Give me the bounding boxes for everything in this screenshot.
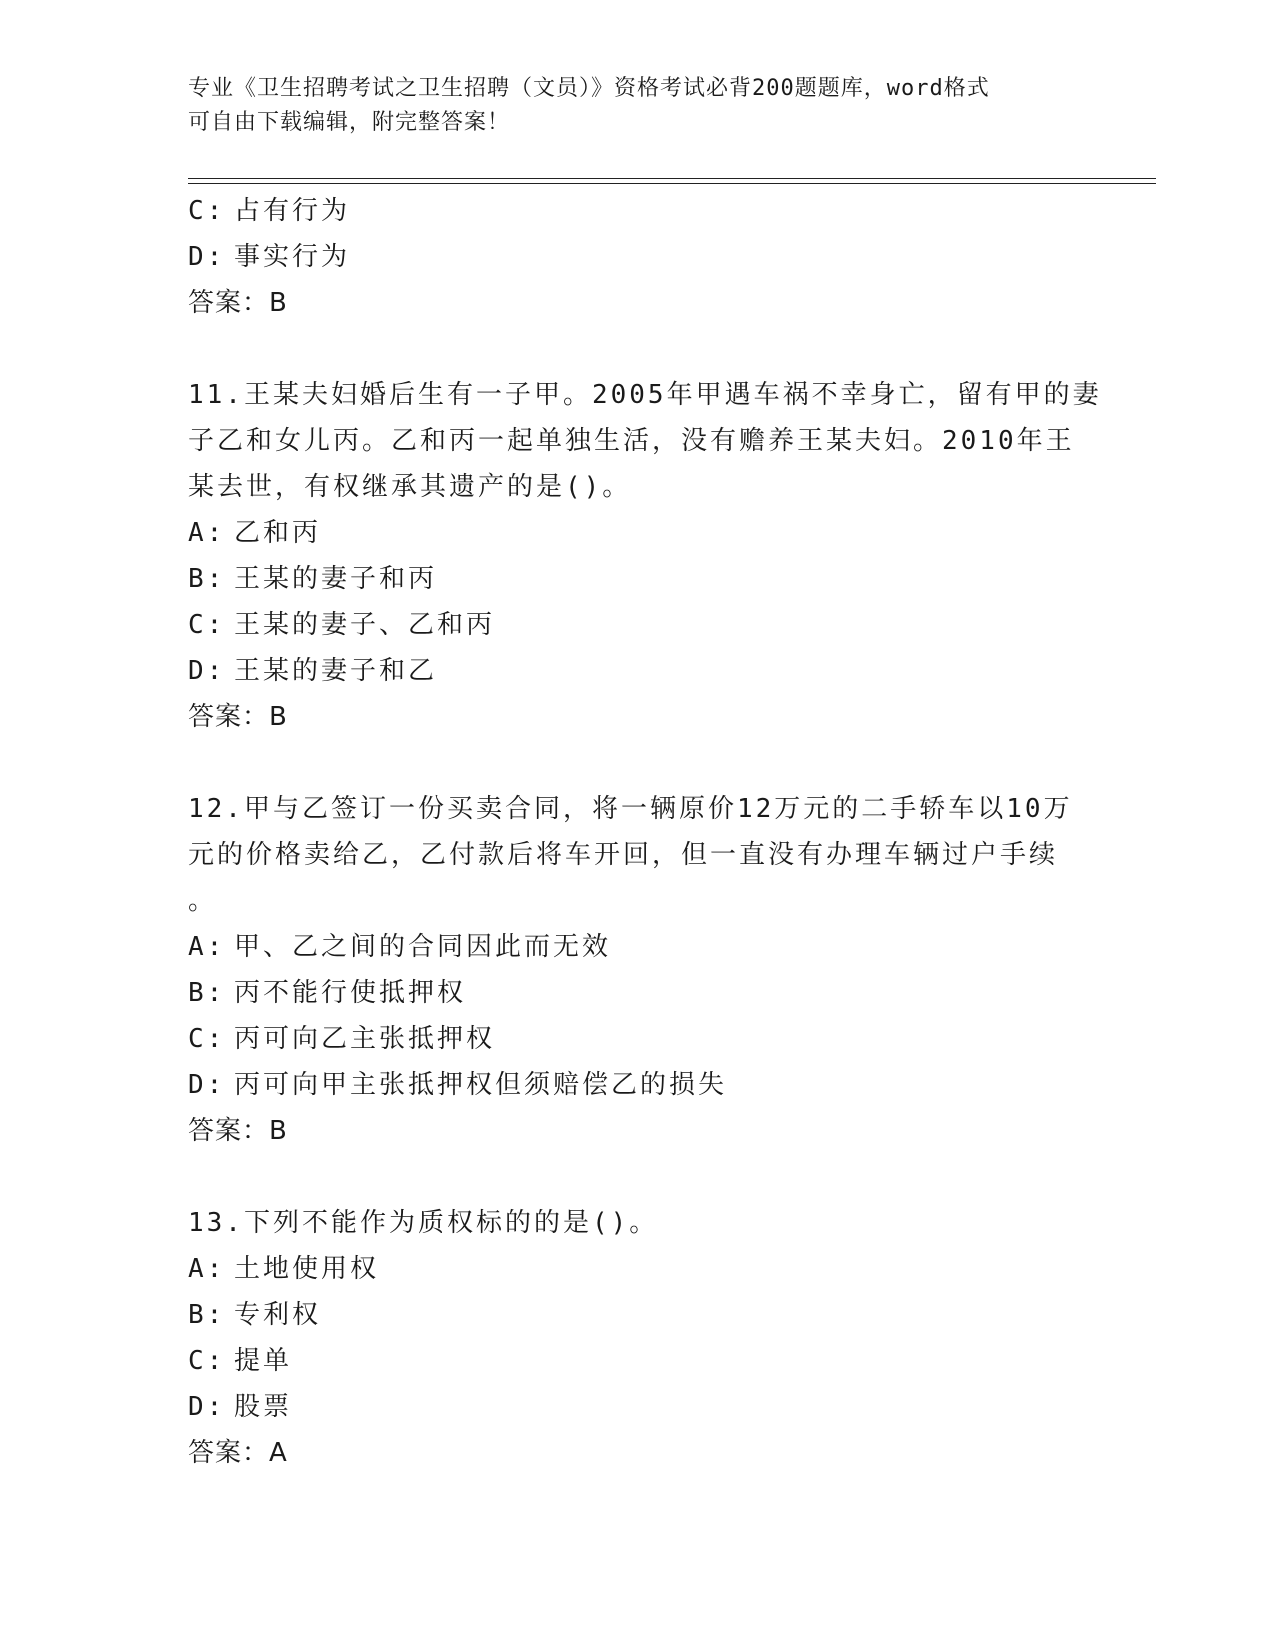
header-line-1: 专业《卫生招聘考试之卫生招聘（文员）》资格考试必背200题题库，word格式	[188, 76, 990, 101]
option-b: B: 专利权	[188, 1300, 322, 1330]
question-line: 某去世，有权继承其遗产的是()。	[188, 472, 632, 502]
question-text	[188, 786, 1088, 924]
answer-line: 答案：B	[188, 1116, 288, 1146]
question-line: 子乙和女儿丙。乙和丙一起单独生活，没有赡养王某夫妇。2010年王	[188, 426, 1075, 456]
answer-line: 答案：B	[188, 702, 288, 732]
option-c: C: 王某的妻子、乙和丙	[188, 610, 496, 640]
question-block-11	[188, 372, 1102, 740]
header-divider-top	[188, 178, 1156, 179]
answer-line: 答案：A	[188, 1438, 288, 1468]
option-a: A: 甲、乙之间的合同因此而无效	[188, 932, 612, 962]
question-text	[188, 372, 1102, 510]
question-line: 12.甲与乙签订一份买卖合同，将一辆原价12万元的二手轿车以10万	[188, 794, 1073, 824]
question-block-prev	[188, 188, 1088, 326]
option-d: D: 事实行为	[188, 242, 351, 272]
option-c: C: 丙可向乙主张抵押权	[188, 1024, 496, 1054]
option-b: B: 丙不能行使抵押权	[188, 978, 467, 1008]
option-c: C: 占有行为	[188, 196, 351, 226]
option-d: D: 丙可向甲主张抵押权但须赔偿乙的损失	[188, 1070, 728, 1100]
option-b: B: 王某的妻子和丙	[188, 564, 438, 594]
option-a: A: 土地使用权	[188, 1254, 380, 1284]
question-text	[188, 1200, 1088, 1246]
option-c: C: 提单	[188, 1346, 293, 1376]
question-line: 13.下列不能作为质权标的的是()。	[188, 1208, 659, 1238]
answer-line: 答案：B	[188, 288, 288, 318]
question-list	[188, 188, 1102, 1476]
question-line: 元的价格卖给乙，乙付款后将车开回，但一直没有办理车辆过户手续	[188, 840, 1059, 870]
question-line: 。	[188, 886, 218, 916]
question-line: 11.王某夫妇婚后生有一子甲。2005年甲遇车祸不幸身亡，留有甲的妻	[188, 380, 1102, 410]
question-block-13	[188, 1200, 1088, 1476]
question-block-12	[188, 786, 1088, 1154]
document-header	[188, 72, 1068, 140]
option-a: A: 乙和丙	[188, 518, 322, 548]
header-line-2: 可自由下载编辑，附完整答案！	[188, 110, 511, 135]
option-d: D: 股票	[188, 1392, 293, 1422]
option-d: D: 王某的妻子和乙	[188, 656, 438, 686]
header-divider-bottom	[188, 183, 1156, 184]
